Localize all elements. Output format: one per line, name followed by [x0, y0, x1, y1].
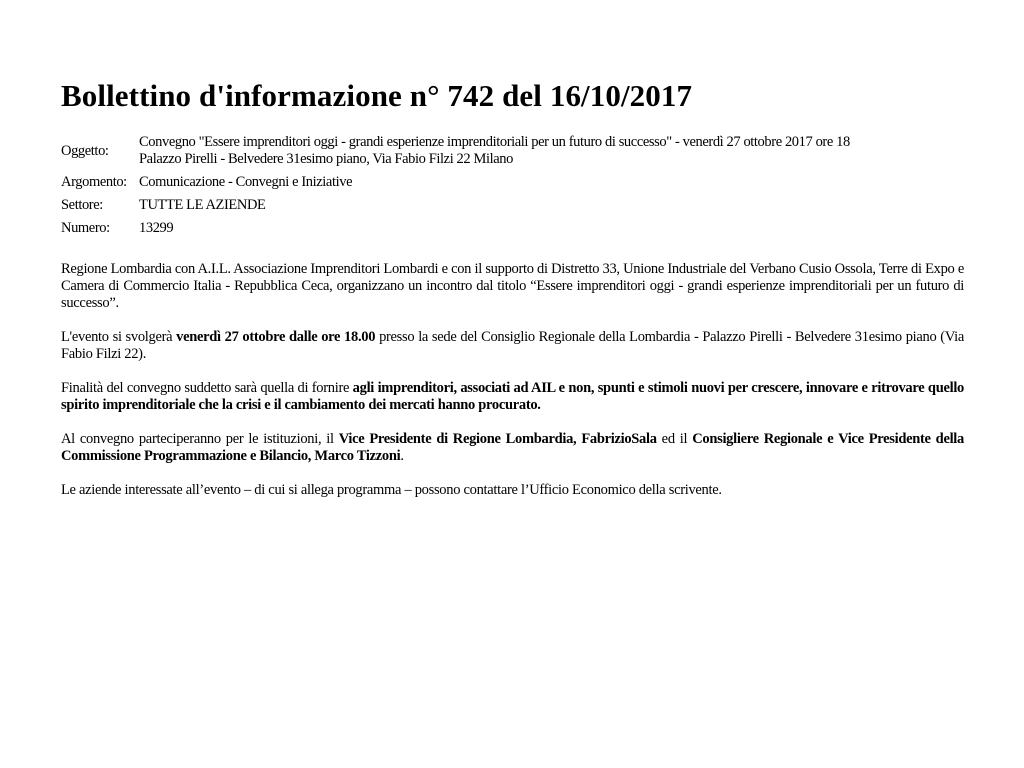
event-date-text-pre: L'evento si svolgerà — [61, 329, 177, 345]
paragraph-event-date — [61, 329, 964, 363]
oggetto-value — [139, 134, 850, 174]
participant-vice-president: Vice Presidente di Regione Lombardia, FabrizioSala — [338, 431, 657, 447]
meta-row-numero — [61, 220, 850, 237]
participants-text-pre: Al convegno parteciperanno per le istituzioni, il — [61, 431, 339, 447]
paragraph-participants — [61, 431, 964, 465]
settore-label: Settore: — [61, 197, 103, 213]
participant-councillor: Consigliere Regionale e Vice Presidente della Commissione Programmazione e Bilancio, Marco Tizzoni — [61, 431, 964, 464]
participants-text-mid: ed il — [656, 431, 693, 447]
purpose-bold: agli imprenditori, associati ad AIL e non, spunti e stimoli nuovi per crescere, innovare e ritrovare quello spirito imprenditoriale che la crisi e il cambiamento dei mercati hanno procurato. — [61, 380, 964, 413]
oggetto-line-2: Palazzo Pirelli - Belvedere 31esimo piano, Via Fabio Filzi 22 Milano — [139, 151, 513, 167]
argomento-label: Argomento: — [61, 174, 127, 190]
meta-row-argomento — [61, 174, 850, 197]
oggetto-line-1: Convegno "Essere imprenditori oggi - grandi esperienze imprenditoriali per un futuro di successo" - venerdì 27 ottobre 2017 ore 18 — [139, 134, 850, 150]
event-date-bold: venerdì 27 ottobre dalle ore 18.00 — [176, 329, 376, 345]
article-body — [61, 261, 964, 499]
oggetto-label: Oggetto: — [61, 142, 109, 159]
settore-value: TUTTE LE AZIENDE — [139, 197, 266, 213]
meta-row-settore — [61, 197, 850, 220]
paragraph-contact: Le aziende interessate all’evento – di cui si allega programma – possono contattare l’Ufficio Economico della scrivente. — [61, 482, 722, 498]
event-date-text-post: presso la sede del Consiglio Regionale della Lombardia - Palazzo Pirelli - Belvedere 31esimo piano (Via Fabio Filzi 22). — [61, 329, 964, 362]
meta-row-oggetto — [61, 134, 850, 174]
paragraph-intro: Regione Lombardia con A.I.L. Associazione Imprenditori Lombardi e con il supporto di Distretto 33, Unione Industriale del Verbano Cusio Ossola, Terre di Expo e Camera di Commercio Italia - Repubblica Ceca, organizzano un incontro dal titolo “Essere imprenditori oggi - grandi esperienze imprenditoriali per un futuro di successo”. — [61, 261, 964, 311]
numero-value: 13299 — [139, 220, 174, 236]
purpose-text-pre: Finalità del convegno suddetto sarà quella di fornire — [61, 380, 353, 396]
page-title: Bollettino d'informazione n° 742 del 16/10/2017 — [61, 78, 693, 113]
metadata-table — [61, 134, 850, 237]
paragraph-purpose — [61, 380, 964, 414]
numero-label: Numero: — [61, 220, 110, 236]
argomento-value: Comunicazione - Convegni e Iniziative — [139, 174, 353, 190]
participants-text-post: . — [400, 448, 404, 464]
